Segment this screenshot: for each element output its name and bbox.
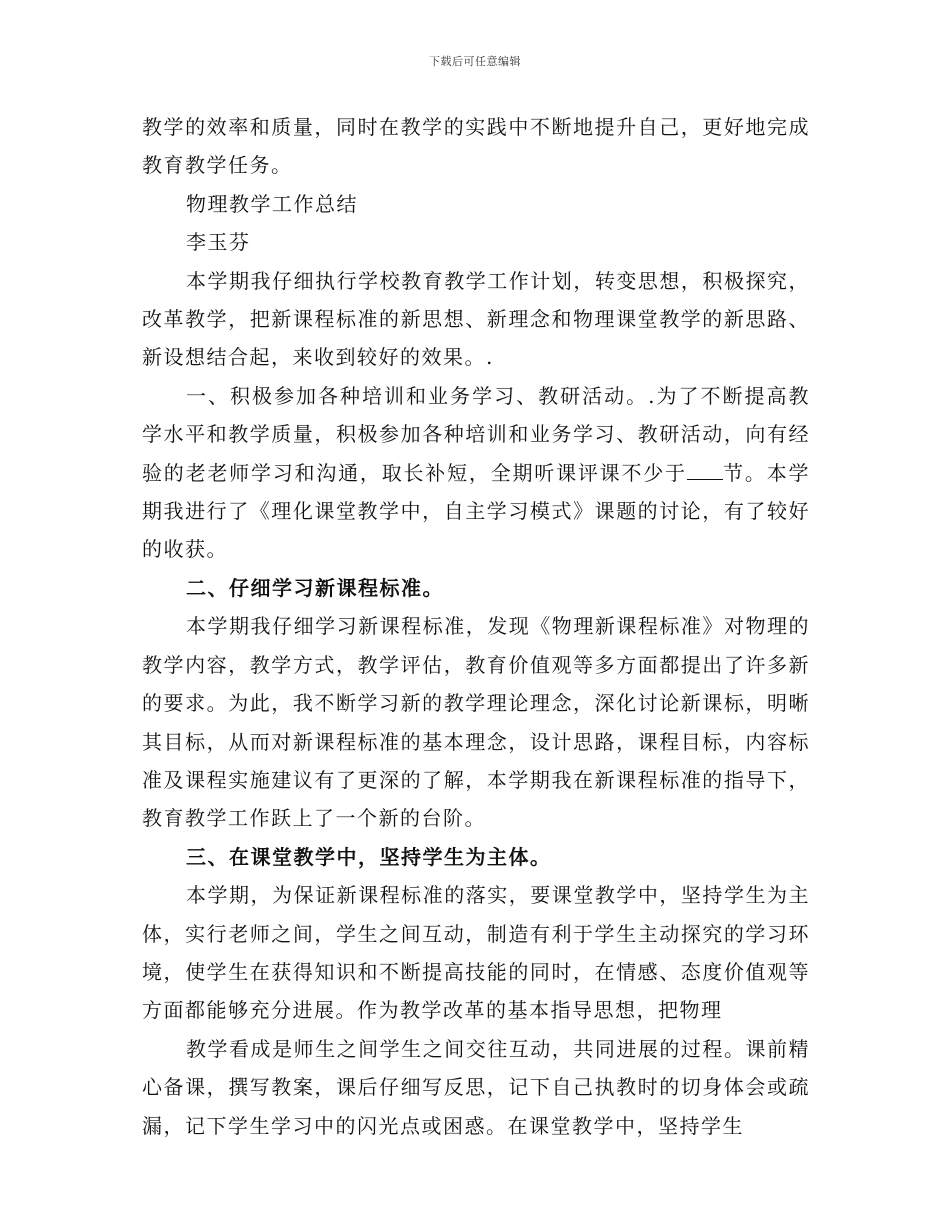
paragraph-intro: 本学期我仔细执行学校教育教学工作计划，转变思想，积极探究，改革教学，把新课程标准的新思想、新理念和物理课堂教学的新思路、新设想结合起，来收到较好的效果。. <box>142 268 810 370</box>
paragraph-section-3-cont: 教学看成是师生之间学生之间交往互动，共同进展的过程。课前精心备课，撰写教案，课后仔细写反思，记下自己执教时的切身体会或疏漏，记下学生学习中的闪光点或困惑。在课堂教学中，坚持学生 <box>142 1036 810 1138</box>
paragraph-section-3: 本学期，为保证新课程标准的落实，要课堂教学中，坚持学生为主体，实行老师之间，学生之间互动，制造有利于学生主动探究的学习环境，使学生在获得知识和不断提高技能的同时，在情感、态度价值观等方面都能够充分进展。作为教学改革的基本指导思想，把物理 <box>142 883 810 1023</box>
section-1-text-a: 一、积极参加各种培训和业务学习、教研活动。.为了不断提高教学水平和教学质量，积极参加各种培训和业务学习、教研活动，向有经验的老老师学习和沟通，取长补短，全期听课评课不少于 <box>142 383 810 485</box>
section-1-text-b: 节。本学期我进行了《理化课堂教学中，自主学习模式》课题的讨论，有了较好的收获。 <box>142 460 811 562</box>
paragraph-section-1 <box>142 377 810 569</box>
paragraph-continuation: 教学的效率和质量，同时在教学的实践中不断地提升自己，更好地完成教育教学任务。 <box>142 115 810 178</box>
document-body <box>142 108 810 1145</box>
author-name: 李玉芬 <box>186 230 251 255</box>
fill-in-blank <box>687 461 723 480</box>
document-title: 物理教学工作总结 <box>186 191 358 216</box>
section-heading-2: 二、仔细学习新课程标准。 <box>186 575 444 600</box>
section-heading-3: 三、在课堂教学中，坚持学生为主体。 <box>186 844 552 869</box>
paragraph-section-2: 本学期我仔细学习新课程标准，发现《物理新课程标准》对物理的教学内容，教学方式，教学评估，教育价值观等多方面都提出了许多新的要求。为此，我不断学习新的教学理论理念，深化讨论新课标，明晰其目标，从而对新课程标准的基本理念，设计思路，课程目标，内容标准及课程实施建议有了更深的了解，本学期我在新课程标准的指导下，教育教学工作跃上了一个新的台阶。 <box>142 614 810 831</box>
page-header: 下载后可任意编辑 <box>429 55 521 68</box>
